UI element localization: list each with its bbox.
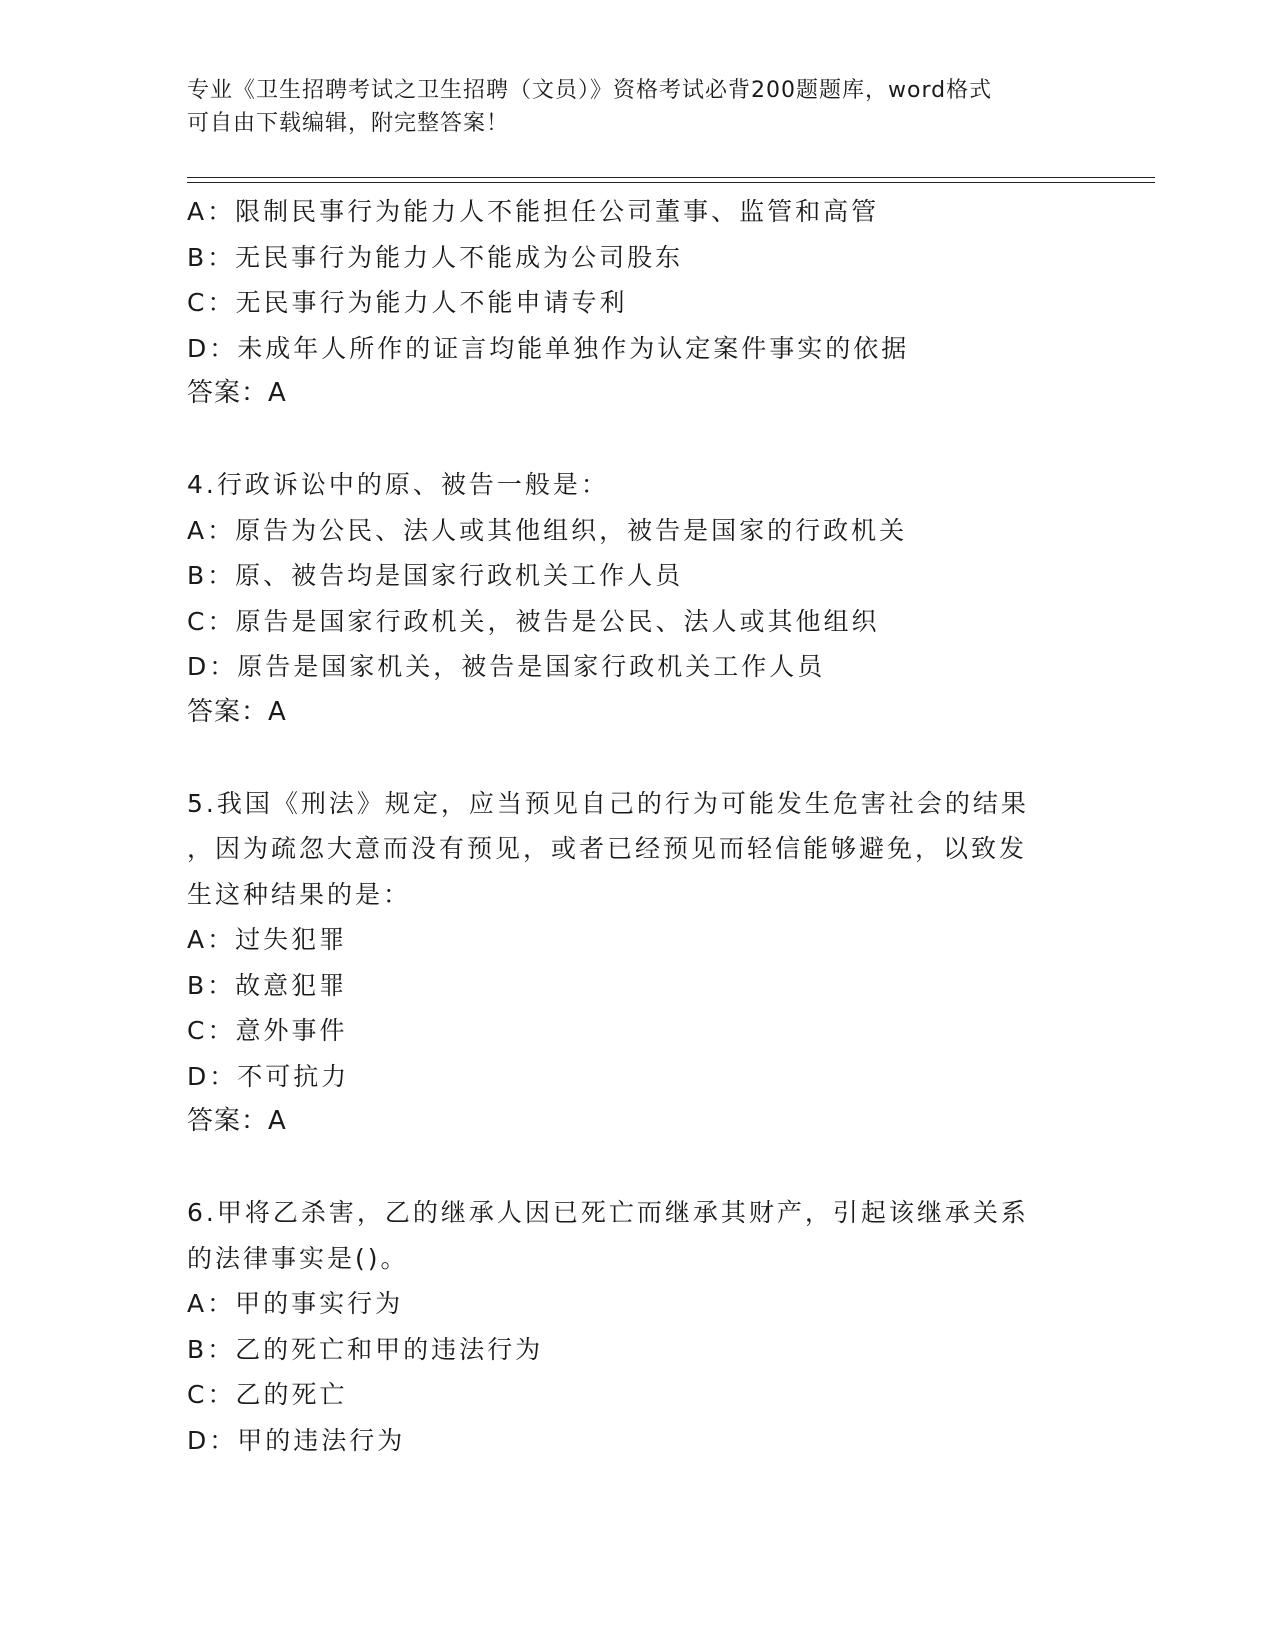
question-stem: 4.行政诉讼中的原、被告一般是： bbox=[187, 470, 609, 499]
option-d: D：不可抗力 bbox=[187, 1061, 350, 1091]
option-d: D：原告是国家机关，被告是国家行政机关工作人员 bbox=[187, 652, 826, 681]
question-stem-line: ，因为疏忽大意而没有预见，或者已经预见而轻信能够避免，以致发 bbox=[187, 834, 1028, 863]
question-stem-line: 的法律事实是()。 bbox=[187, 1243, 409, 1273]
header-rule-top bbox=[187, 177, 1155, 178]
option-b: B：无民事行为能力人不能成为公司股东 bbox=[187, 242, 684, 272]
question-stem-line: 5.我国《刑法》规定，应当预见自己的行为可能发生危害社会的结果 bbox=[187, 788, 1029, 818]
question-stem-line: 6.甲将乙杀害，乙的继承人因已死亡而继承其财产，引起该继承关系 bbox=[187, 1198, 1029, 1227]
option-c: C：意外事件 bbox=[187, 1016, 348, 1045]
option-a: A：原告为公民、法人或其他组织，被告是国家的行政机关 bbox=[187, 515, 908, 545]
question-6 bbox=[187, 1190, 1067, 1463]
option-b: B：乙的死亡和甲的违法行为 bbox=[187, 1334, 544, 1364]
question-4 bbox=[187, 462, 1067, 735]
option-a: A：限制民事行为能力人不能担任公司董事、监管和高管 bbox=[187, 197, 880, 226]
option-b: B：故意犯罪 bbox=[187, 970, 348, 1000]
header-line-2: 可自由下载编辑，附完整答案！ bbox=[187, 111, 510, 136]
answer: 答案：A bbox=[187, 1106, 287, 1136]
option-c: C：乙的死亡 bbox=[187, 1380, 348, 1409]
spacer bbox=[187, 417, 1067, 463]
question-5 bbox=[187, 781, 1067, 1145]
question-3 bbox=[187, 189, 1067, 417]
answer: 答案：A bbox=[187, 696, 287, 727]
option-d: D：甲的违法行为 bbox=[187, 1425, 406, 1455]
option-d: D：未成年人所作的证言均能单独作为认定案件事实的依据 bbox=[187, 333, 910, 363]
spacer bbox=[187, 735, 1067, 781]
option-c: C：无民事行为能力人不能申请专利 bbox=[187, 288, 628, 317]
option-a: A：甲的事实行为 bbox=[187, 1289, 404, 1318]
header-line-1: 专业《卫生招聘考试之卫生招聘（文员）》资格考试必背200题题库，word格式 bbox=[187, 78, 993, 103]
question-stem-line: 生这种结果的是： bbox=[187, 879, 412, 909]
option-a: A：过失犯罪 bbox=[187, 925, 348, 954]
spacer bbox=[187, 1145, 1067, 1191]
option-b: B：原、被告均是国家行政机关工作人员 bbox=[187, 561, 684, 590]
answer: 答案：A bbox=[187, 378, 287, 408]
option-c: C：原告是国家行政机关，被告是公民、法人或其他组织 bbox=[187, 606, 880, 636]
document-header bbox=[187, 74, 1067, 140]
header-rule-bottom bbox=[187, 182, 1155, 183]
question-list bbox=[187, 189, 1067, 1463]
